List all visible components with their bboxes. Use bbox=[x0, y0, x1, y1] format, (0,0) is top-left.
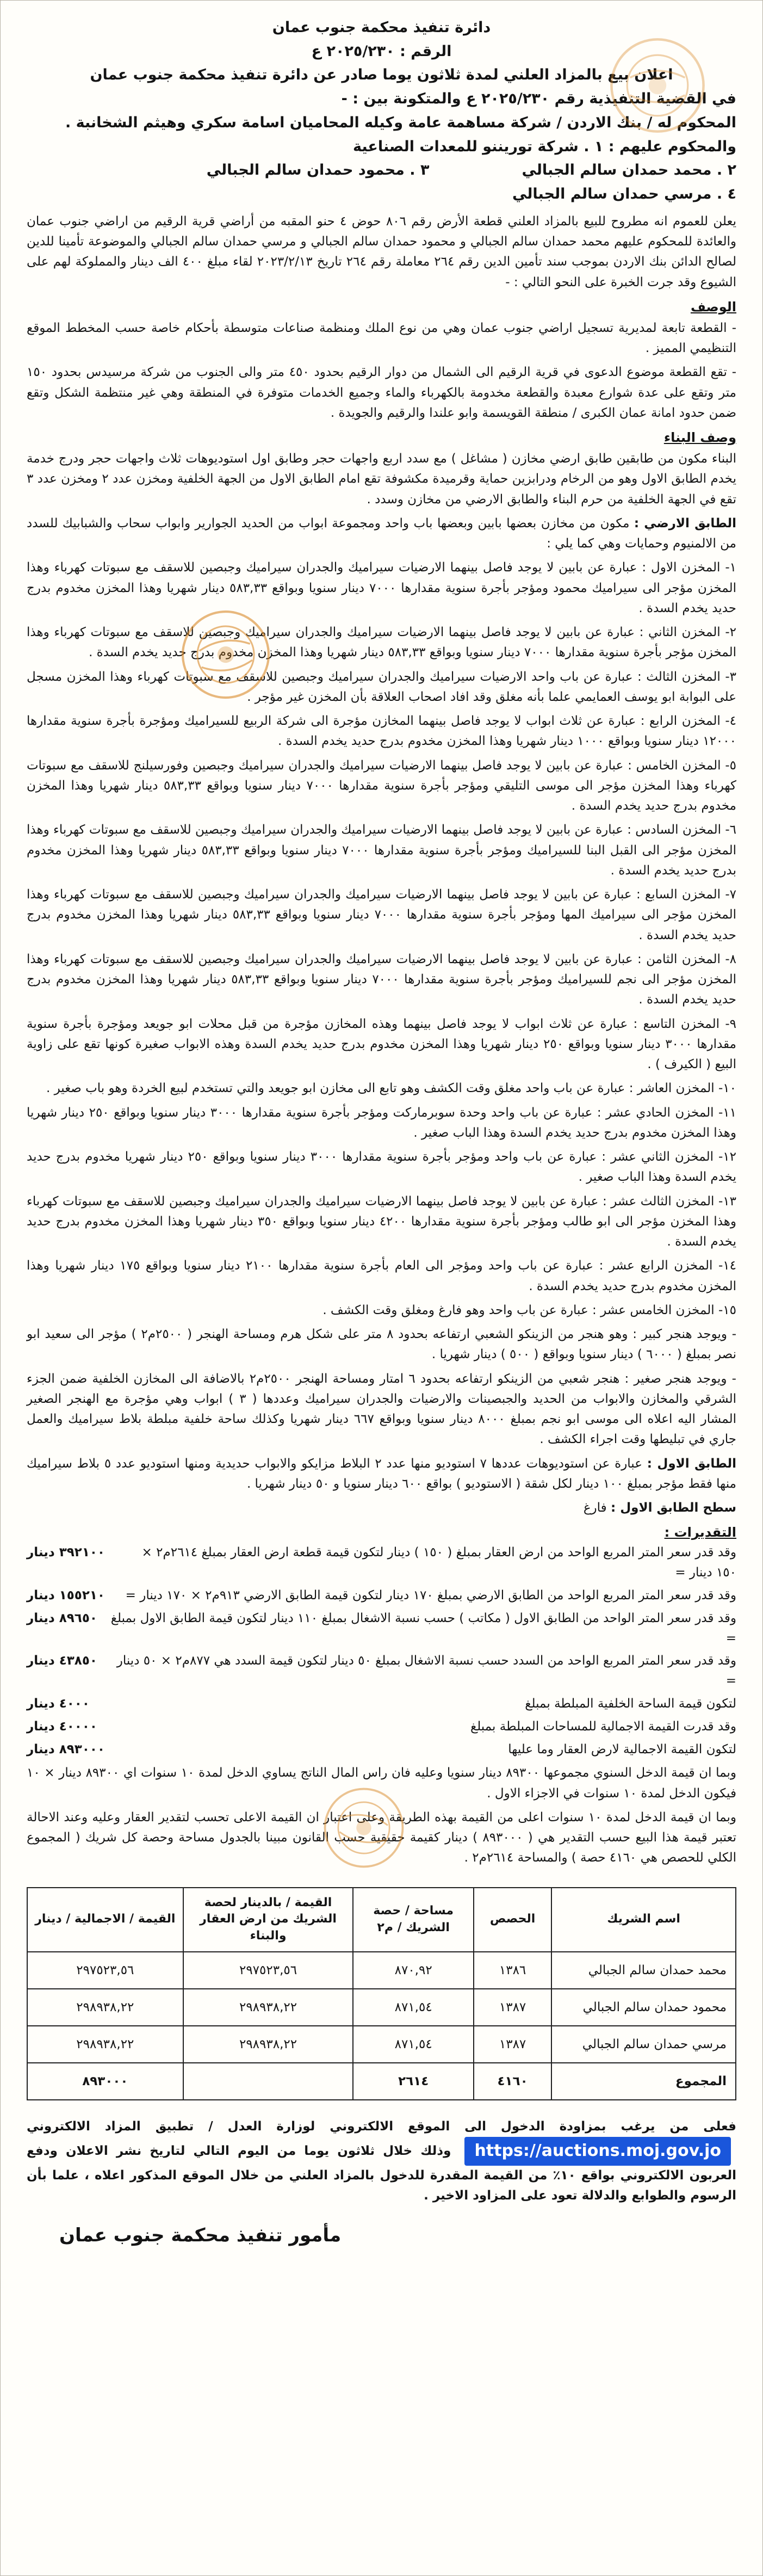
plot-paragraph-2: - تقع القطعة موضوع الدعوى في قرية الرقيم الى الشمال من دوار الرقيم بحدود ٤٥٠ متر والى الجنوب من شركة مرسيدس بحدود ١٥٠ متر وتقع على عدة شوارع معبدة والقطعة مخدومة بالكهرباء والماء وجميع الخدمات متوفرة في المنطقة وهي غير منتظمة الشكل وتقع ضمن حدود امانة عمان الكبرى / منطقة القويسمة وابو علندا والرقيم والجويدة . bbox=[27, 365, 736, 420]
court-name: دائرة تنفيذ محكمة جنوب عمان bbox=[272, 19, 491, 36]
bidding-instructions bbox=[27, 2117, 736, 2206]
estimate-row bbox=[27, 1586, 736, 1606]
table-row bbox=[27, 1989, 736, 2026]
estimate-text: وقد قدر سعر المتر المربع الواحد من السدد حسب نسبة الاشغال بمبلغ ٥٠ دينار لتكون قيمة السدد هي ٨٧٧م٢ × ٥٠ دينار = bbox=[116, 1654, 736, 1688]
footer-text-before-url: فعلى من يرغب بمزاودة الدخول الى الموقع الالكتروني لوزارة العدل / تطبيق المزاد الالكتروني bbox=[27, 2119, 736, 2134]
estimate-text: وقد قدر سعر المتر الواحد من الطابق الاول ( مكاتب ) حسب نسبة الاشغال بمبلغ ١١٠ دينار لتكون قيمة الطابق الاول بمبلغ = bbox=[110, 1611, 736, 1646]
store-item: ٨- المخزن الثامن : عبارة عن بابين لا يوجد فاصل بينهما الارضيات سيراميك والجدران سيراميك وجبصين للاسقف مع سبوتات كهرباء وهذا المخزن مؤجر الى نجم للسيراميك ومؤجر بأجرة سنوية مقدارها ٧٠٠٠ دينار سنويا وبواقع ٥٨٣,٣٣ دينار شهريا وهذا المخزن مخدوم بدرج حديد يخدم السدة . bbox=[27, 952, 736, 1007]
ground-floor-paragraph bbox=[27, 514, 736, 554]
estimates-list bbox=[27, 1543, 736, 1759]
estimate-row bbox=[27, 1651, 736, 1691]
document-number: الرقم : ٢٠٢٥/٢٣٠ ع bbox=[311, 42, 452, 60]
large-hangar-paragraph: - ويوجد هنجر كبير : وهو هنجر من الزينكو الشعبي ارتفاعه بحدود ٨ متر على شكل هرم ومساحة الهنجر ( ٢٥٠٠م٢ ) مؤجر الى سعيد ابو نصر بمبلغ ( ٦٠٠٠ ) دينار سنويا وبواقع ( ٥٠٠ ) دينار شهريا . bbox=[27, 1327, 737, 1362]
income-paragraph-2: وبما ان قيمة الدخل لمدة ١٠ سنوات اعلى من القيمة بهذه الطريقة وعلى اعتبار ان القيمة الاعلى تحسب لتقدير العقار وعليه وعند الاحالة تعتبر قيمة هذا البيع حسب التقدير هي ( ٨٩٣٠٠٠ ) دينار كقيمة حقيقية حسب القانون مبينا بالجدول مساحة وحصة كل شريك ( المجموع الكلي للحصص هي ٤١٦٠ حصة ) والمساحة ٢٦١٤م٢ . bbox=[27, 1810, 737, 1865]
cell-value-dinar: ٢٩٨٩٣٨,٢٢ bbox=[183, 1989, 353, 2026]
store-item: ٦- المخزن السادس : عبارة عن بابين لا يوجد فاصل بينهما الارضيات سيراميك والجدران سيراميك وجبصين للاسقف مع سبوتات كهرباء وهذا المخزن مؤجر الى القبل البنا للسيراميك ومؤجر بأجرة سنوية مقدارها ٧٠٠٠ دينار سنويا وبواقع ٥٨٣,٣٣ دينار شهريا وهذا المخزن مخدوم بدرج حديد يخدم السدة . bbox=[27, 823, 737, 878]
cell-total-value: ٢٩٨٩٣٨,٢٢ bbox=[27, 1989, 183, 2026]
store-item: ١٢- المخزن الثاني عشر : عبارة عن باب واحد ومؤجر بأجرة سنوية مقدارها ٣٠٠٠ دينار سنويا وبواقع ٢٥٠ دينار شهريا مخدوم بدرج حديد يخدم السدة وهذا الباب صغير . bbox=[27, 1150, 737, 1185]
store-item: ٣- المخزن الثالث : عبارة عن باب واحد الارضيات سيراميك والجدران سيراميك وجبصين للاسقف مع سبوتات كهرباء وهذا المخزن مسجل على البوابة ابو يوسف العمايمي علما بأنه مغلق وقد افاد اصحاب العلاقة بأن المخزن غير مؤجر . bbox=[27, 669, 736, 704]
cell-total-area: ٢٦١٤ bbox=[353, 2063, 474, 2100]
store-item: ٢- المخزن الثاني : عبارة عن بابين لا يوجد فاصل بينهما الارضيات سيراميك والجدران سيراميك وجبصين للاسقف مع سبوتات كهرباء وهذا المخزن مؤجر بأجرة سنوية مقدارها ٧٠٠٠ دينار سنويا وبواقع ٥٨٣,٣٣ دينار شهريا وهذا المخزن مخدوم بدرج حديد يخدم السدة . bbox=[27, 625, 736, 660]
table-header-row bbox=[27, 1888, 736, 1952]
case-line: في القضية التنفيذية رقم ٢٠٢٥/٢٣٠ ع والمتكونة بين : - bbox=[341, 90, 736, 108]
cell-shares: ١٣٨٦ bbox=[474, 1952, 551, 1989]
roof-paragraph bbox=[27, 1498, 736, 1518]
estimate-row bbox=[27, 1717, 736, 1737]
intro-paragraph: يعلن للعموم انه مطروح للبيع بالمزاد العلني قطعة الأرض رقم ٨٠٦ حوض ٤ حنو المقبه من أراضي قرية الرقيم من اراضي جنوب عمان والعائدة للمحكوم عليهم محمد حمدان سالم الجبالي و محمود حمدان سالم الجبالي و مرسي حمدان سالم الجبالي والموضوعة تأمينا للدين لصالح الدائن بنك الاردن بموجب سند تأمين الدين رقم ٢٦٤ معاملة رقم ٢٦٤ تاريخ ٢٠٢٣/٢/١٣ لقاء مبلغ ٤٠٠ الف دينار والمملوكة لهم على الشيوع وقد جرت الخبرة على النحو التالي : - bbox=[27, 214, 737, 289]
creditor-line: المحكوم له / بنك الاردن / شركة مساهمة عامة وكيله المحاميان اسامة سكري وهيثم الشخانبة . bbox=[65, 114, 736, 131]
estimate-row bbox=[27, 1694, 736, 1714]
cell-partner-name: مرسي حمدان سالم الجبالي bbox=[551, 2026, 736, 2063]
estimate-row bbox=[27, 1740, 736, 1760]
estimates-label: التقديرات : bbox=[664, 1525, 736, 1540]
estimate-text: لتكون قيمة الساحة الخلفية المبلطة بمبلغ bbox=[525, 1696, 736, 1711]
table-row bbox=[27, 2026, 736, 2063]
estimate-value: ٨٩٣٠٠٠ دينار bbox=[27, 1742, 105, 1757]
store-item: ٤- المخزن الرابع : عبارة عن ثلاث ابواب لا يوجد فاصل بينهما المخازن مؤجرة الى شركة الربيع للسيراميك ومؤجرة بأجرة سنوية مقدارها ١٢٠٠٠ دينار سنويا وبواقع ١٠٠٠ دينار شهريا وهذا المخزن مخدوم بدرج حديد يخدم السدة . bbox=[27, 714, 736, 749]
income-paragraph-1: وبما ان قيمة الدخل السنوي مجموعها ٨٩٣٠٠ دينار سنويا وعليه فان راس المال الناتج يساوي الدخل لمدة ١٠ سنوات اي ٨٩٣٠٠ دينار × ١٠ فيكون الدخل لمدة ١٠ سنوات في الاجزاء الاول . bbox=[27, 1766, 736, 1801]
cell-value-dinar: ٢٩٨٩٣٨,٢٢ bbox=[183, 2026, 353, 2063]
store-item: ١٤- المخزن الرابع عشر : عبارة عن باب واحد ومؤجر الى العام بأجرة سنوية مقدارها ٢١٠٠ دينار سنويا وبواقع ١٧٥ دينار شهريا وهذا المخزن مخدوم بدرج حديد يخدم السدة . bbox=[27, 1259, 737, 1293]
estimate-text: وقد قدر سعر المتر المربع الواحد من الطابق الارضي بمبلغ ١٧٠ دينار لتكون قيمة الطابق الارضي ٩١٣م٢ × ١٧٠ دينار = bbox=[125, 1588, 736, 1603]
cell-area: ٨٧٠,٩٢ bbox=[353, 1952, 474, 1989]
cell-total-shares: ٤١٦٠ bbox=[474, 2063, 551, 2100]
store-item: ١٠- المخزن العاشر : عبارة عن باب واحد مغلق وقت الكشف وهو تابع الى مخازن ابو جويعد والتي تستخدم لبيع الخردة وهو باب صغير . bbox=[46, 1081, 736, 1096]
footer-text-after-url: وذلك خلال ثلاثون يوما من اليوم التالي لتاريخ نشر الاعلان ودفع العربون الالكتروني بواقع ١٠٪ من القيمة المقدرة للدخول بالمزاد العلني من خلال الموقع المذكور اعلاه ، علما بأن الرسوم والطوابع والدلالة تعود على المزاود الاخير . bbox=[27, 2144, 737, 2203]
cell-total-value: ٢٩٨٩٣٨,٢٢ bbox=[27, 2026, 183, 2063]
estimate-text: وقد قدر سعر المتر المربع الواحد من ارض العقار بمبلغ ( ١٥٠ ) دينار لتكون قيمة قطعة ارض العقار بمبلغ ٢٦١٤م٢ × ١٥٠ دينار = bbox=[141, 1545, 736, 1580]
debtor-3: ٣ . محمود حمدان سالم الجبالي bbox=[206, 162, 430, 179]
store-item: ١٥- المخزن الخامس عشر : عبارة عن باب واحد وهو فارغ ومغلق وقت الكشف . bbox=[322, 1303, 736, 1317]
col-value-dinar: القيمة / بالدينار لحصة الشريك من ارض العقار والبناء bbox=[183, 1888, 353, 1952]
document-body bbox=[27, 212, 736, 2246]
estimate-value: ١٥٥٢١٠ دينار bbox=[27, 1588, 105, 1603]
store-item: ١- المخزن الاول : عبارة عن بابين لا يوجد فاصل بينهما الارضيات سيراميك والجدران سيراميك وجبصين للاسقف مع سبوتات كهرباء وهذا المخزن مؤجر الى سيراميك محمود ومؤجر بأجرة سنوية مقدارها ٧٠٠٠ دينار سنويا وبواقع ٥٨٣,٣٣ دينار شهريا وهذا المخزن مخدوم بدرج حديد يخدم السدة . bbox=[27, 560, 737, 615]
store-item: ١٣- المخزن الثالث عشر : عبارة عن بابين لا يوجد فاصل بينهما الارضيات سيراميك والجدران سيراميك وجبصين للاسقف مع سبوتات كهرباء وهذا المخزن مؤجر الى ابو طالب ومؤجر بأجرة سنوية مقدارها ٤٢٠٠ دينار سنويا وبواقع ٣٥٠ دينار شهريا وهذا المخزن مخدوم بدرج حديد يخدم السدة . bbox=[27, 1194, 737, 1249]
col-partner-name: اسم الشريك bbox=[551, 1888, 736, 1952]
cell-total-value-dinar bbox=[183, 2063, 353, 2100]
document-header bbox=[27, 16, 736, 206]
signature-line: مأمور تنفيذ محكمة جنوب عمان bbox=[59, 2224, 342, 2247]
table-row bbox=[27, 1952, 736, 1989]
cell-shares: ١٣٨٧ bbox=[474, 1989, 551, 2026]
building-description-label: وصف البناء bbox=[663, 430, 736, 446]
estimate-value: ٤٠٠٠ دينار bbox=[27, 1696, 90, 1711]
announcement-title: اعلان بيع بالمزاد العلني لمدة ثلاثون يوما صادر عن دائرة تنفيذ محكمة جنوب عمان bbox=[90, 66, 673, 84]
store-item: ١١- المخزن الحادي عشر : عبارة عن باب واحد وحدة سوبرماركت ومؤجر بأجرة سنوية مقدارها ٣٠٠٠ دينار سنويا وبواقع ٢٥٠ دينار شهريا وهذا المخزن مخدوم بدرج حديد يخدم السدة وهذا الباب صغير . bbox=[27, 1105, 736, 1140]
small-hangar-paragraph: - ويوجد هنجر صغير : هنجر شعبي من الزينكو ارتفاعه بحدود ٦ امتار ومساحة الهنجر ٢٥٠٠م٢ بالاضافة الى المخازن الخلفية ضمن الجزء الشرقي والمخازن والابواب من الحديد والجبصينات والارضيات والجدران سيراميك وعددها ( ٣ ) ابواب وهي مؤجرة مع الهنجر الصغير المشار اليه اعلاه الى موسى ابو نجم بمبلغ ٨٠٠٠ دينار سنويا وبواقع ٦٦٧ دينار شهريا وكذلك ساحة خلفية مبلطة بلاط سيراميك والعمل جاري في تبليطها وقت اجراء الكشف . bbox=[27, 1371, 736, 1447]
roof-text: فارغ bbox=[583, 1501, 607, 1515]
debtors-intro: والمحكوم عليهم : ١ . شركة توريننو للمعدات الصناعية bbox=[352, 138, 736, 155]
store-item: ٩- المخزن التاسع : عبارة عن ثلاث ابواب لا يوجد فاصل بينهما وهذه المخازن مؤجرة من قبل محلات ابو جويعد ومؤجرة بأجرة سنوية مقدارها ٣٠٠٠ دينار سنويا وبواقع ٢٥٠ دينار شهريا وهذا المخزن مخدوم بدرج حديد يخدم السدة وهذه الابواب صغيرة كونها تقع على زاوية البيع ( الكيرف ) . bbox=[27, 1016, 736, 1072]
cell-total-overall: ٨٩٣٠٠٠ bbox=[27, 2063, 183, 2100]
cell-value-dinar: ٢٩٧٥٢٣,٥٦ bbox=[183, 1952, 353, 1989]
store-item: ٥- المخزن الخامس : عبارة عن بابين لا يوجد فاصل بينهما الارضيات سيراميك والجدران سيراميك وجبصين وفورسيلنج للاسقف مع سبوتات كهرباء وهذا المخزن مؤجر الى موسى التليقي ومؤجر بأجرة سنوية مقدارها ٧٠٠٠ دينار سنويا وبواقع ٥٨٣,٣٣ دينار شهريا وهذا المخزن مخدوم بدرج حديد يخدم السدة . bbox=[27, 758, 736, 814]
estimate-value: ٤٣٨٥٠ دينار bbox=[27, 1654, 97, 1668]
roof-label: سطح الطابق الاول : bbox=[610, 1501, 736, 1515]
stores-list bbox=[27, 558, 736, 1321]
table-total-row bbox=[27, 2063, 736, 2100]
auction-site-link[interactable]: https://auctions.moj.gov.jo bbox=[464, 2137, 731, 2166]
estimate-value: ٨٩٦٥٠ دينار bbox=[27, 1611, 97, 1625]
estimate-row bbox=[27, 1543, 736, 1583]
description-label: الوصف bbox=[690, 299, 736, 315]
cell-partner-name: محمود حمدان سالم الجبالي bbox=[551, 1989, 736, 2026]
cell-shares: ١٣٨٧ bbox=[474, 2026, 551, 2063]
first-floor-paragraph bbox=[27, 1454, 736, 1495]
plot-paragraph-1: - القطعة تابعة لمديرية تسجيل اراضي جنوب عمان وهي من نوع الملك ومنظمة صناعات متوسطة بأحكام خاصة حسب المخطط الموقع التنظيمي المميز . bbox=[27, 321, 736, 356]
first-floor-label: الطابق الاول : bbox=[647, 1456, 736, 1471]
cell-partner-name: محمد حمدان سالم الجبالي bbox=[551, 1952, 736, 1989]
estimate-row bbox=[27, 1609, 736, 1649]
first-floor-text: عبارة عن استوديوهات عددها ٧ استوديو منها عدد ٢ البلاط مزايكو والابواب حديدية ومنها استوديو عدد ٥ بلاط سيراميك منها فقط مؤجر بمبلغ ١٠٠ دينار لكل شقة ( الاستوديو ) بواقع ٦٠٠ دينار سنويا و ٥٠ دينار شهريا . bbox=[27, 1456, 736, 1491]
estimate-value: ٣٩٢١٠٠ دينار bbox=[27, 1545, 105, 1560]
debtor-2: ٢ . محمد حمدان سالم الجبالي bbox=[522, 162, 736, 179]
cell-total-label: المجموع bbox=[551, 2063, 736, 2100]
cell-total-value: ٢٩٧٥٢٣,٥٦ bbox=[27, 1952, 183, 1989]
store-item: ٧- المخزن السابع : عبارة عن بابين لا يوجد فاصل بينهما الارضيات سيراميك والجدران سيراميك وجبصين للاسقف مع سبوتات كهرباء وهذا المخزن مؤجر الى سيراميك المها ومؤجر بأجرة سنوية مقدارها ٧٠٠٠ دينار سنويا وبواقع ٥٨٣,٣٣ دينار شهريا وهذا المخزن مخدوم بدرج حديد يخدم السدة . bbox=[27, 888, 736, 942]
partners-table bbox=[27, 1887, 736, 2100]
building-paragraph: البناء مكون من طابقين طابق ارضي مخازن ( مشاغل ) مع سدد اربع واجهات حجر وطابق اول استوديوهات ثلاث واجهات حجر ودرج خدمة يخدم الطابق الاول وهو من الرخام ودرابزين حماية وقرميدة مكشوفة تقع امام الطابق الاول من الجهة الخلفية ومخزن عدد ٢ ومخزن عدد ٣ تقع في الجهة الخلفية من حرم البناء والطابق الارضي من مخازن وسدد . bbox=[27, 452, 737, 507]
col-area: مساحة / حصة الشريك / م٢ bbox=[353, 1888, 474, 1952]
ground-floor-text: مكون من مخازن بعضها بابين وبعضها باب واحد ومجموعة ابواب من الحديد الجوارير وابواب سحاب والشبابيك للسدد من الالمنيوم وحمايات وهي كما يلي : bbox=[27, 516, 736, 551]
estimate-value: ٤٠٠٠٠ دينار bbox=[27, 1719, 97, 1734]
col-shares: الحصص bbox=[474, 1888, 551, 1952]
debtor-4: ٤ . مرسي حمدان سالم الجبالي bbox=[512, 186, 736, 203]
cell-area: ٨٧١,٥٤ bbox=[353, 2026, 474, 2063]
estimate-text: لتكون القيمة الاجمالية لارض العقار وما عليها bbox=[508, 1742, 736, 1757]
debtors-line-2 bbox=[27, 158, 736, 182]
cell-area: ٨٧١,٥٤ bbox=[353, 1989, 474, 2026]
estimate-text: وقد قدرت القيمة الاجمالية للمساحات المبلطة بمبلغ bbox=[470, 1719, 736, 1734]
footer-block bbox=[27, 2117, 736, 2246]
ground-floor-label: الطابق الارضي : bbox=[634, 516, 736, 531]
col-total-value: القيمة / الاجمالية / دينار bbox=[27, 1888, 183, 1952]
